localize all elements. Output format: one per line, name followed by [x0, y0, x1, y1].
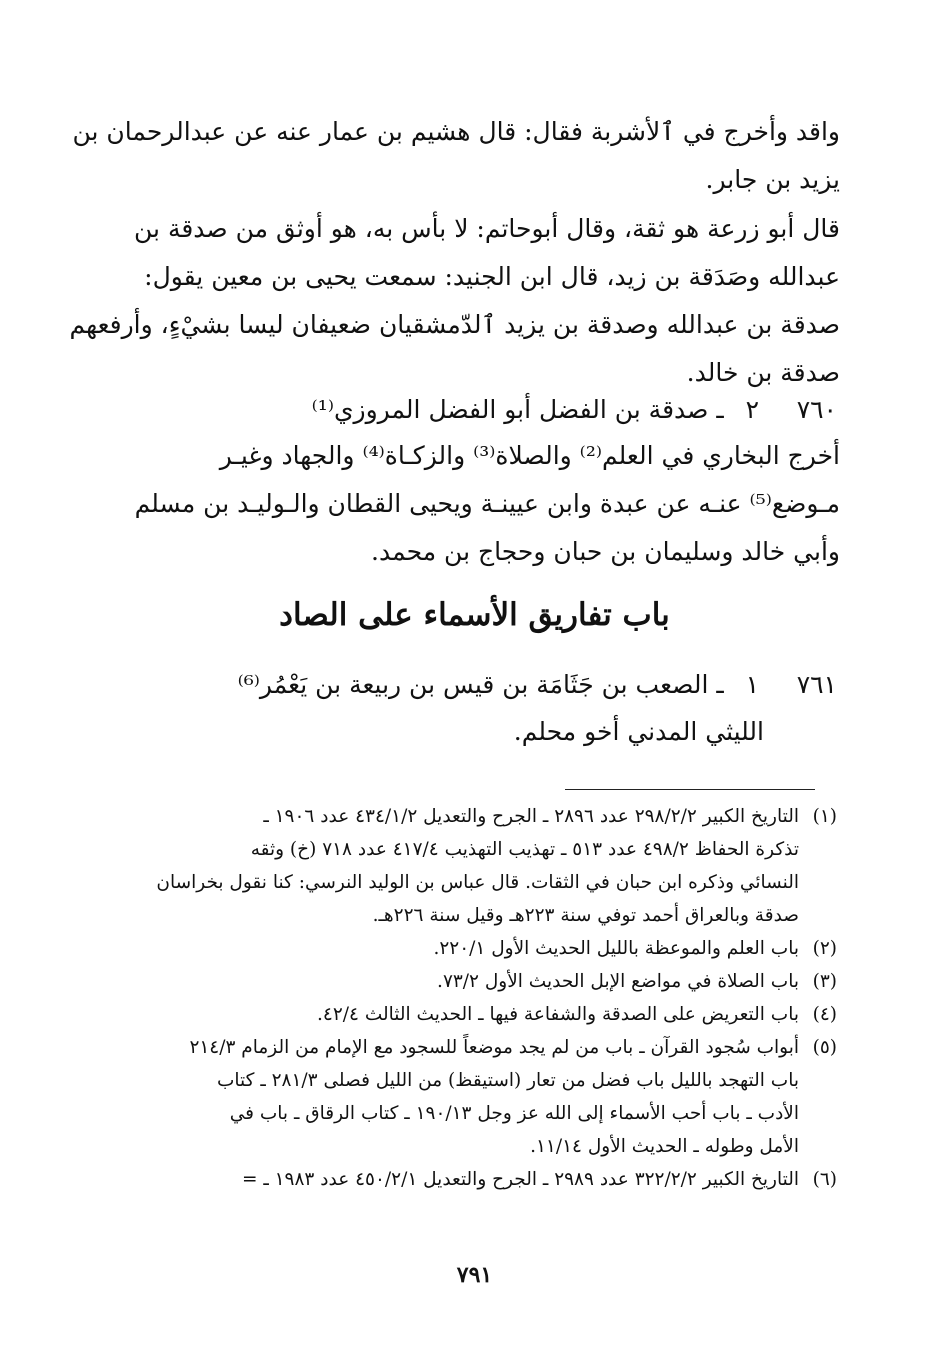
entry-title: ـ صدقة بن الفضل أبو الفضل المروزي⁽¹⁾ — [311, 395, 724, 424]
footnote-line: باب التهجد بالليل باب فضل من تعار (استيقظ) من الليل فصلى ٢٨١/٣ ـ كتاب — [217, 1070, 799, 1091]
entry-761-continuation: الليثي المدني أخو محلم. — [513, 717, 764, 746]
text-line: وأبي خالد وسليمان بن حبان وحجاج بن محمد. — [371, 537, 840, 566]
footnote-number: (١) — [812, 806, 837, 827]
text-line: صدقة بن عبدالله وصدقة بن يزيد ٱلدّمشقيان ضعيفان ليسا بشيْءٍ، وأرفعهم — [69, 310, 840, 339]
footnote-line: باب التعريض على الصدقة والشفاعة فيها ـ الحديث الثالث ٤٢/٤. — [317, 1004, 799, 1025]
footnote-line: تذكرة الحفاظ ٤٩٨/٢ عدد ٥١٣ ـ تهذيب التهذيب ٤١٧/٤ عدد ٧١٨ (خ) وثقه — [250, 839, 799, 860]
footnote-line: التاريخ الكبير ٢٩٨/٢/٢ عدد ٢٨٩٦ ـ الجرح والتعديل ٤٣٤/١/٢ عدد ١٩٠٦ ـ — [263, 806, 799, 827]
footnote-number: (٥) — [812, 1037, 837, 1058]
footnote-line: الأدب ـ باب أحب الأسماء إلى الله عز وجل ١٩٠/١٣ ـ كتاب الرقاق ـ باب في — [229, 1103, 799, 1124]
text-line: مـوضع⁽⁵⁾ عنـه عن عبدة وابن عيينـة ويحيى القطان والـوليـد بن مسلم — [134, 489, 840, 518]
footnote-1 — [100, 800, 837, 932]
footnote-number: (٦) — [812, 1169, 837, 1190]
paragraph-2 — [69, 205, 840, 397]
footnote-2 — [100, 932, 837, 965]
text-line: يزيد بن جابر. — [705, 165, 840, 194]
entry-title: ـ الصعب بن جَثَامَة بن قيس بن ربيعة بن يَعْمُر⁽⁶⁾ — [237, 670, 724, 699]
footnote-4 — [100, 998, 837, 1031]
text-line: عبدالله وصَدَقة بن زيد، قال ابن الجنيد: سمعت يحيى بن معين يقول: — [144, 262, 840, 291]
footnote-3 — [100, 965, 837, 998]
footnote-line: التاريخ الكبير ٣٢٢/٢/٢ عدد ٢٩٨٩ ـ الجرح والتعديل ٤٥٠/٢/١ عدد ١٩٨٣ ـ = — [241, 1169, 799, 1190]
text-line: أخرج البخاري في العلم⁽²⁾ والصلاة⁽³⁾ والزكـاة⁽⁴⁾ والجهاد وغيـر — [219, 441, 840, 470]
entry-760-heading — [312, 390, 837, 430]
footnote-number: (٤) — [812, 1004, 837, 1025]
footnote-line: أبواب سُجود القرآن ـ باب من لم يجد موضعاً للسجود مع الإمام من الزمام ٢١٤/٣ — [189, 1037, 799, 1058]
footnote-number: (٣) — [812, 971, 837, 992]
footnote-6 — [100, 1163, 837, 1196]
entry-index: ١ — [745, 670, 760, 699]
footnotes — [100, 800, 837, 1196]
footnote-line: باب العلم والموعظة بالليل الحديث الأول ٢٢٠/١. — [433, 938, 799, 959]
section-heading: باب تفاريق الأسماء على الصاد — [279, 597, 670, 633]
entry-number: ٧٦٠ — [796, 395, 837, 424]
paragraph-3 — [120, 432, 840, 576]
page-number: ٧٩١ — [456, 1262, 493, 1288]
text-line: قال أبو زرعة هو ثقة، وقال أبوحاتم: لا بأس به، هو أوثق من صدقة بن — [134, 214, 840, 243]
footnote-5 — [100, 1031, 837, 1163]
footnote-number: (٢) — [812, 938, 837, 959]
entry-761-heading — [238, 665, 837, 705]
paragraph-1 — [72, 108, 840, 204]
text-line: صدقة بن خالد. — [686, 358, 840, 387]
footnote-line: باب الصلاة في مواضع الإبل الحديث الأول ٧٣/٢. — [437, 971, 799, 992]
entry-number: ٧٦١ — [796, 670, 837, 699]
entry-index: ٢ — [745, 395, 760, 424]
footnote-separator — [565, 789, 815, 790]
text-line: واقد وأخرج في ٱلأشربة فقال: قال هشيم بن عمار عنه عن عبدالرحمان بن — [72, 117, 840, 146]
footnote-line: الأمل وطوله ـ الحديث الأول ١١/١٤. — [530, 1136, 799, 1157]
footnote-line: النسائي وذكره ابن حبان في الثقات. قال عباس بن الوليد النرسي: كنا نقول بخراسان — [156, 872, 799, 893]
footnote-line: صدقة وبالعراق أحمد توفي سنة ٢٢٣هـ وقيل سنة ٢٢٦هـ. — [372, 905, 799, 926]
